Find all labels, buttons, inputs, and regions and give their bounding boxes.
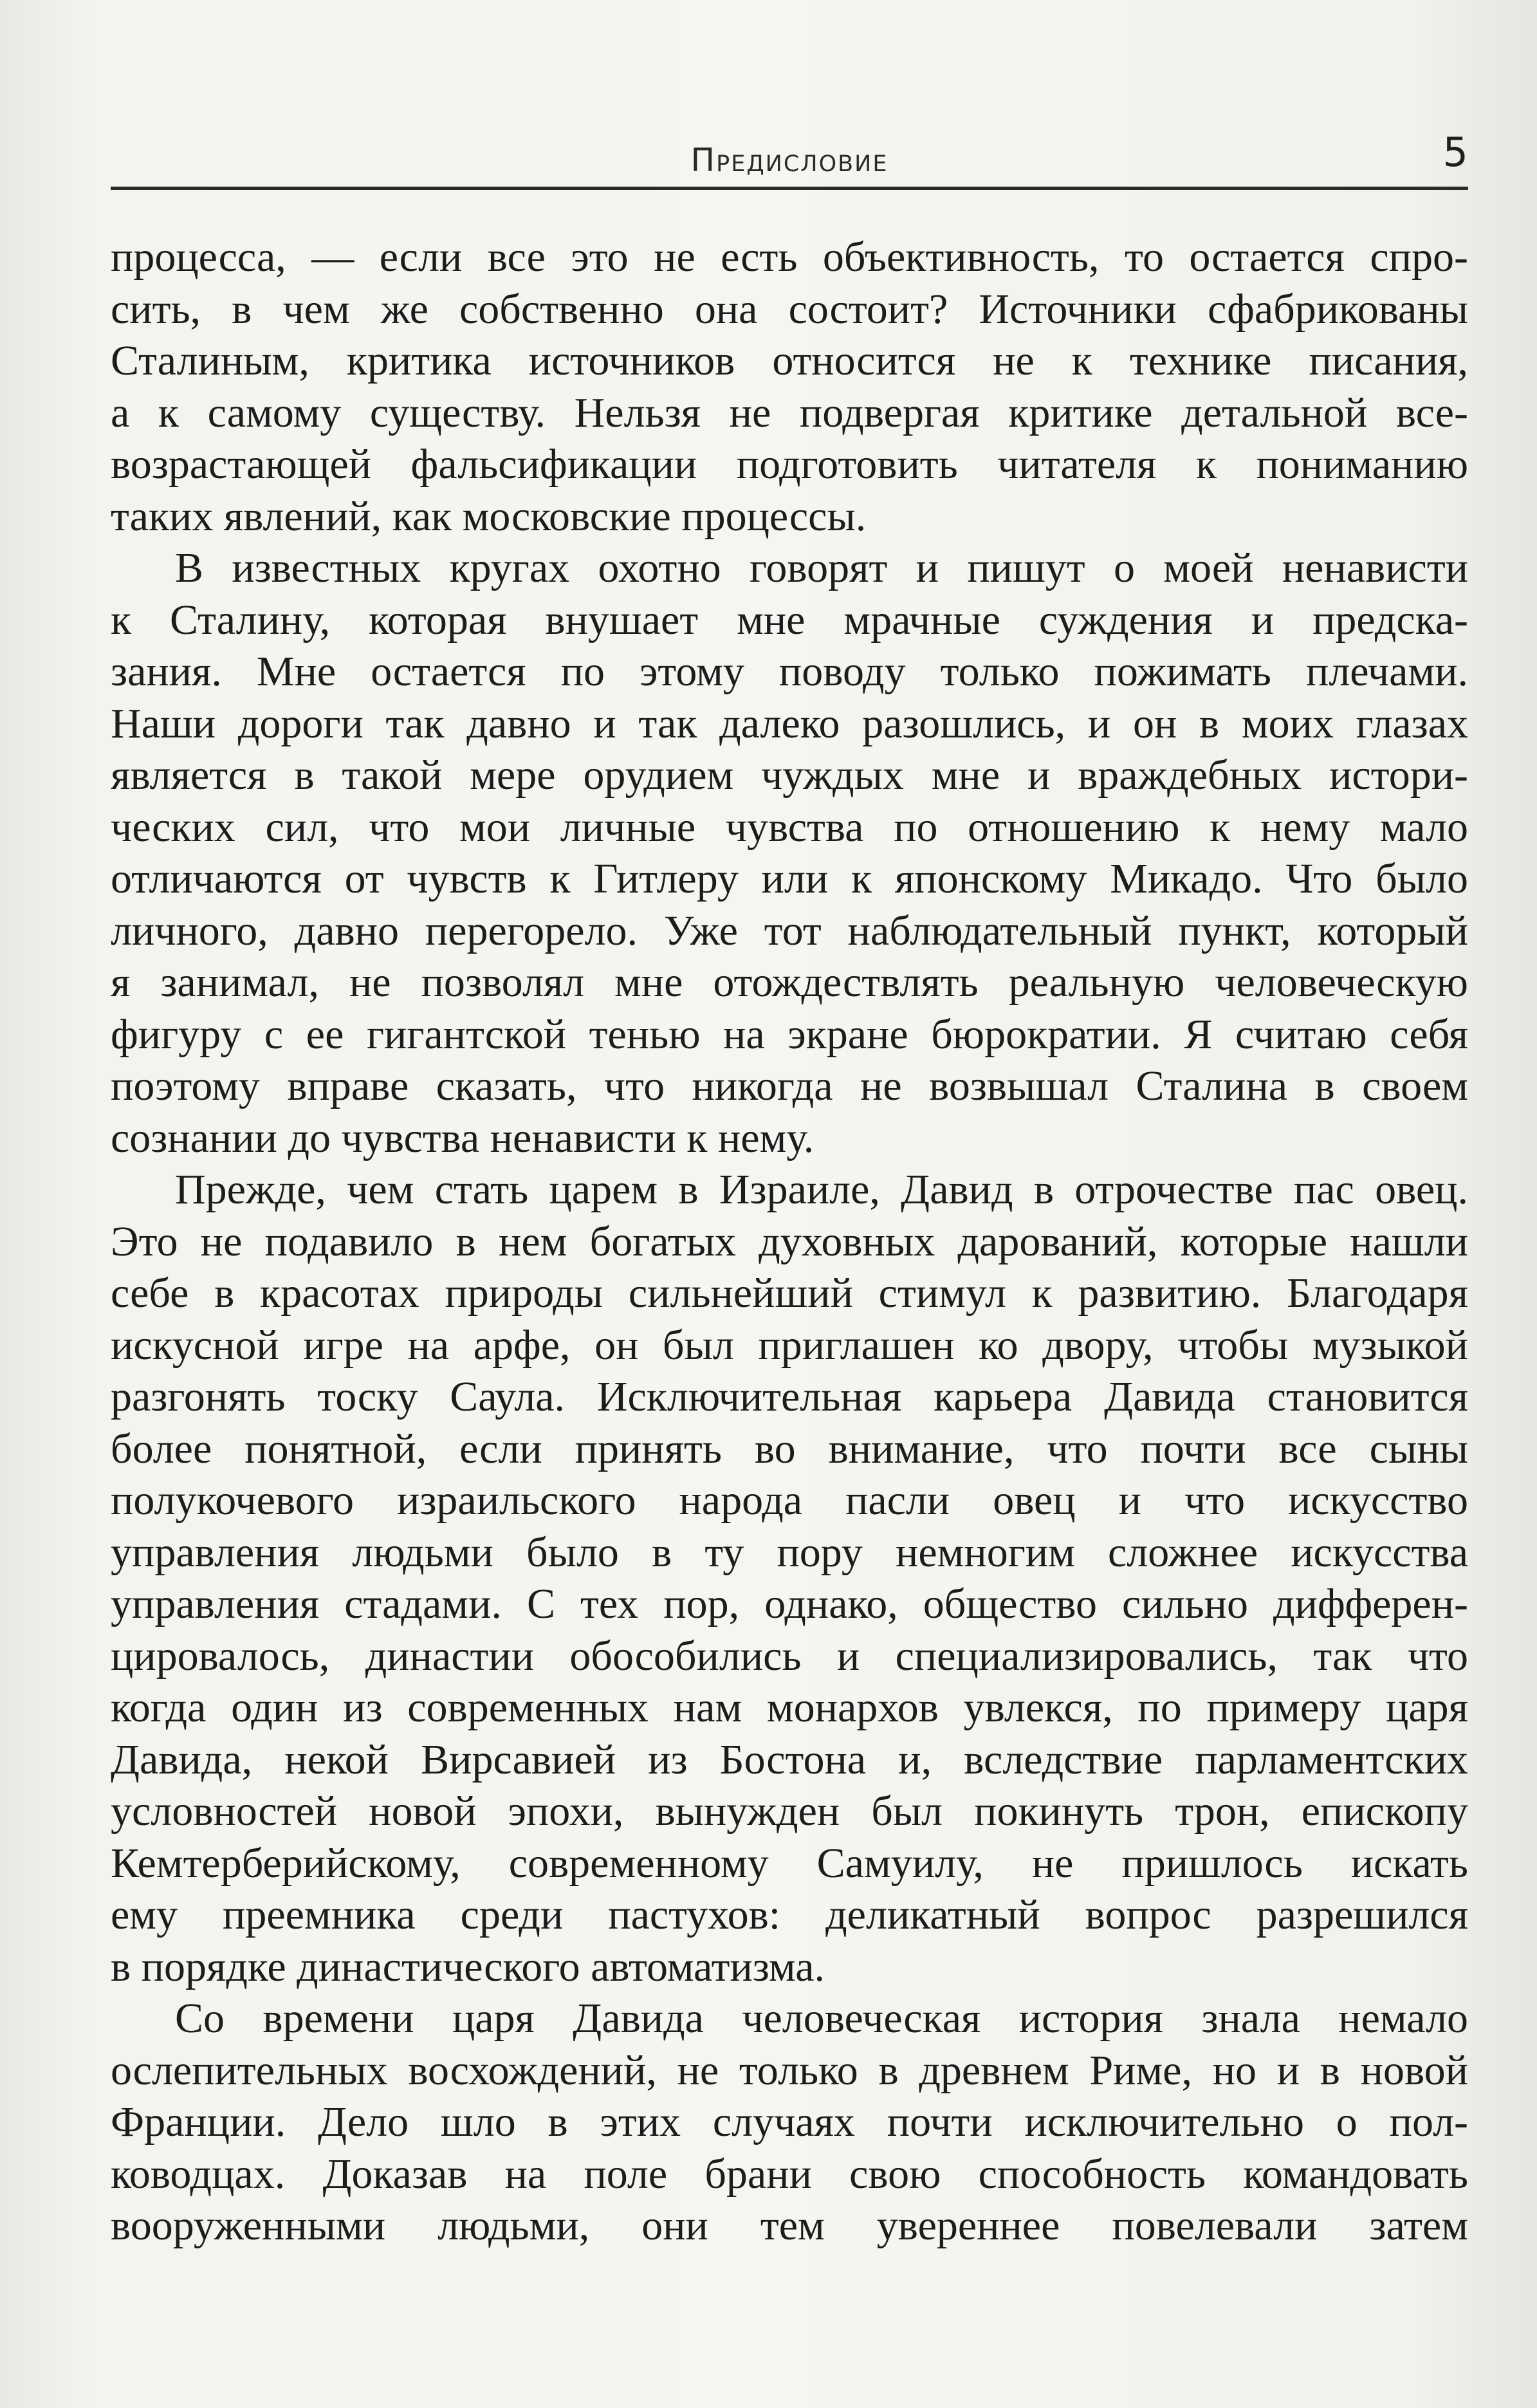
paragraph [111, 232, 1468, 542]
text-line: полукочевого израильского народа пасли овец и что искусство [111, 1477, 1468, 1524]
text-line: сознании до чувства ненависти к нему. [111, 1114, 815, 1162]
text-line: сить, в чем же собственно она состоит? Источники сфабрикованы [111, 285, 1468, 333]
text-line: разгонять тоску Саула. Исключительная карьера Давида становится [111, 1373, 1468, 1420]
text-line: личного, давно перегорело. Уже тот наблюдательный пункт, который [111, 907, 1468, 954]
text-line: Сталиным, критика источников относится не к технике писания, [111, 337, 1468, 384]
text-line: процесса, — если все это не есть объективность, то остается спро- [111, 234, 1468, 281]
text-line: Прежде, чем стать царем в Израиле, Давид в отрочестве пас овец. [175, 1166, 1468, 1213]
text-line: а к самому существу. Нельзя не подвергая критике детальной все- [111, 389, 1468, 436]
chapter-title: Предисловие [690, 142, 888, 179]
text-line: в порядке династического автоматизма. [111, 1943, 825, 1990]
text-line: искусной игре на арфе, он был приглашен ко двору, чтобы музыкой [111, 1321, 1468, 1369]
text-line: Кемтерберийскому, современному Самуилу, не пришлось искать [111, 1839, 1468, 1887]
text-line: управления стадами. С тех пор, однако, общество сильно дифферен- [111, 1580, 1468, 1627]
text-line: себе в красотах природы сильнейший стимул к развитию. Благодаря [111, 1270, 1468, 1317]
text-line: зания. Мне остается по этому поводу только пожимать плечами. [111, 648, 1468, 695]
header-rule [111, 187, 1468, 190]
text-line: поэтому вправе сказать, что никогда не возвышал Сталина в своем [111, 1062, 1468, 1109]
text-line: таких явлений, как московские процессы. [111, 492, 867, 540]
text-line: более понятной, если принять во внимание, что почти все сыны [111, 1425, 1468, 1472]
text-line: ческих сил, что мои личные чувства по отношению к нему мало [111, 803, 1468, 851]
text-line: когда один из современных нам монархов увлекся, по примеру царя [111, 1684, 1468, 1731]
text-line: условностей новой эпохи, вынужден был покинуть трон, епископу [111, 1788, 1468, 1835]
paragraph [111, 542, 1468, 1164]
page-number: 5 [1442, 129, 1468, 176]
paragraph [111, 1993, 1468, 2252]
text-line: вооруженными людьми, они тем увереннее повелевали затем [111, 2202, 1468, 2249]
text-line: Это не подавило в нем богатых духовных дарований, которые нашли [111, 1218, 1468, 1265]
text-line: к Сталину, которая внушает мне мрачные суждения и предска- [111, 596, 1468, 644]
text-line: ему преемника среди пастухов: деликатный вопрос разрешился [111, 1891, 1468, 1938]
text-line: является в такой мере орудием чуждых мне и враждебных истори- [111, 752, 1468, 799]
text-line: отличаются от чувств к Гитлеру или к японскому Микадо. Что было [111, 855, 1468, 902]
text-line: В известных кругах охотно говорят и пишут о моей ненависти [175, 544, 1468, 591]
text-line: возрастающей фальсификации подготовить читателя к пониманию [111, 441, 1468, 488]
running-header [111, 129, 1468, 193]
body-text [111, 232, 1468, 2252]
text-line: Наши дороги так давно и так далеко разошлись, и он в моих глазах [111, 699, 1468, 747]
text-line: ководцах. Доказав на поле брани свою способность командовать [111, 2150, 1468, 2198]
text-line: цировалось, династии обособились и специализировались, так что [111, 1632, 1468, 1680]
text-line: управления людьми было в ту пору немногим сложнее искусства [111, 1528, 1468, 1576]
text-line: Давида, некой Вирсавией из Бостона и, вследствие парламентских [111, 1736, 1468, 1783]
text-line: я занимал, не позволял мне отождествлять реальную человеческую [111, 959, 1468, 1006]
text-line: Франции. Дело шло в этих случаях почти исключительно о пол- [111, 2098, 1468, 2145]
text-line: фигуру с ее гигантской тенью на экране бюрократии. Я считаю себя [111, 1010, 1468, 1058]
text-line: ослепительных восхождений, не только в древнем Риме, но и в новой [111, 2046, 1468, 2094]
paragraph [111, 1164, 1468, 1993]
text-line: Со времени царя Давида человеческая история знала немало [175, 1995, 1468, 2042]
